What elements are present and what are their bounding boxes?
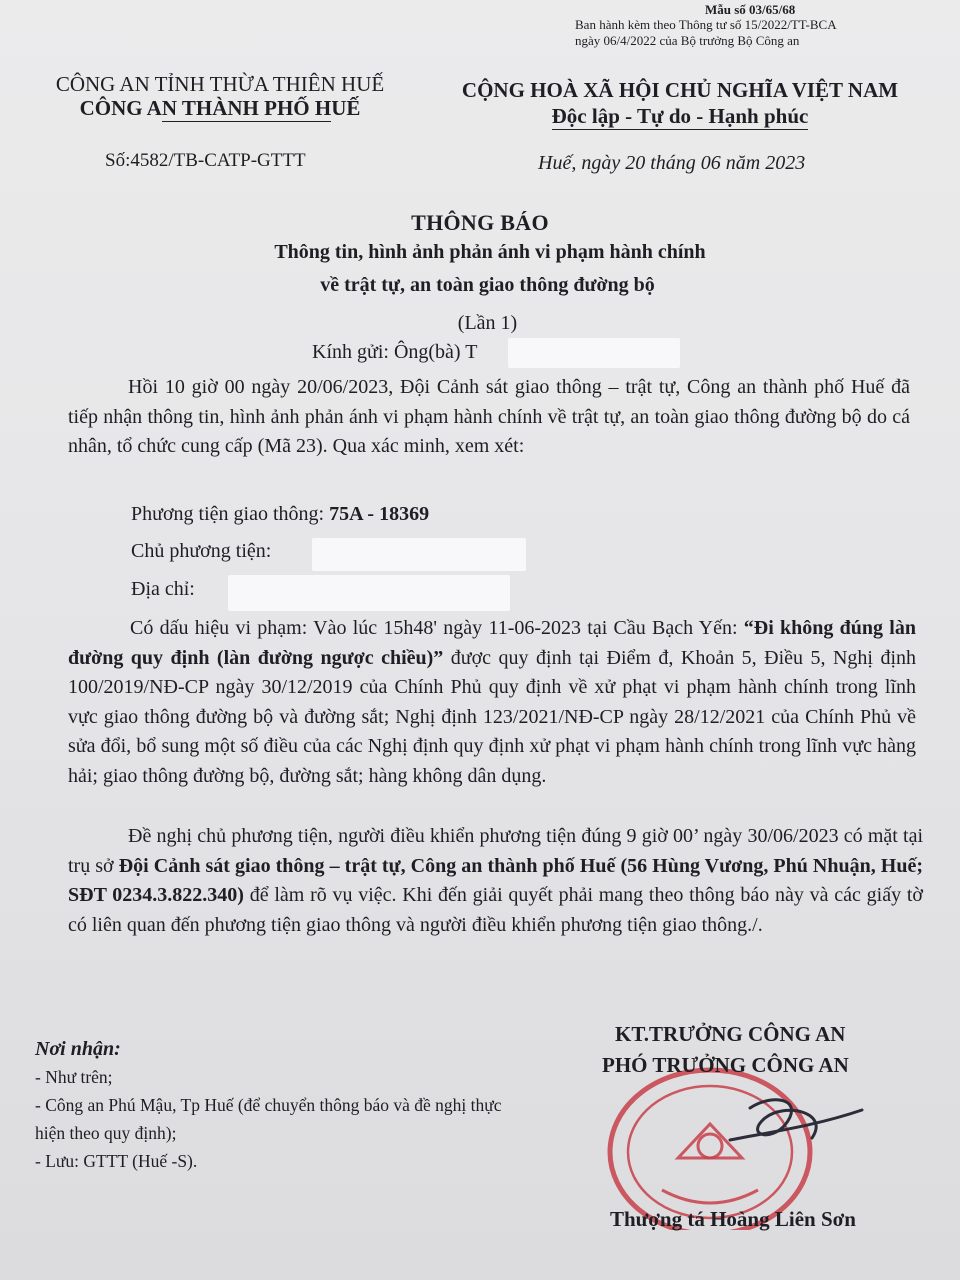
address-row [131, 578, 195, 601]
paragraph-request [68, 822, 923, 940]
vehicle-label: Phương tiện giao thông: [131, 503, 330, 525]
agency-header [20, 72, 420, 120]
issued-line-2: ngày 06/4/2022 của Bộ trưởng Bộ Công an [575, 33, 800, 48]
agency-name [20, 96, 420, 120]
owner-label: Chủ phương tiện: [131, 540, 272, 562]
vehicle-row [131, 503, 429, 526]
agency-name-part-3: UẾ [331, 96, 361, 120]
signer-name: Thượng tá Hoàng Liên Sơn [610, 1207, 856, 1231]
recipients-block [35, 1035, 535, 1175]
signature-title-2: PHÓ TRƯỞNG CÔNG AN [602, 1053, 849, 1077]
recipient-item-2: - Công an Phú Mậu, Tp Huế (để chuyển thông báo và đề nghị thực hiện theo quy định); [35, 1095, 502, 1143]
owner-row [131, 540, 271, 563]
address-label: Địa chỉ: [131, 578, 195, 600]
request-intro: Đề nghị chủ phương tiện, người điều khiển phương tiện đúng 9 giờ 00’ ngày 30/06/2023 có mặt tại trụ sở [68, 825, 923, 877]
paragraph-intro: Hồi 10 giờ 00 ngày 20/06/2023, Đội Cảnh sát giao thông – trật tự, Công an thành phố Huế đã tiếp nhận thông tin, hình ảnh phản ánh vi phạm hành chính về trật tự, an toàn giao thông đường bộ do cá nhân, tổ chức cung cấp (Mã 23). Qua xác minh, xem xét: [68, 376, 910, 457]
redaction-owner [312, 538, 526, 571]
signature-title-1: KT.TRƯỞNG CÔNG AN [615, 1022, 846, 1046]
document-title: THÔNG BÁO [411, 210, 549, 235]
violation-description: “Đi không đúng làn đường quy định (làn đường ngược chiều)” [68, 617, 916, 669]
agency-parent: CÔNG AN TỈNH THỪA THIÊN HUẾ [55, 72, 385, 96]
notice-round: (Lần 1) [457, 312, 518, 334]
recipient-item-3: - Lưu: GTTT (Huế -S). [35, 1151, 198, 1171]
issued-note [575, 17, 955, 49]
agency-name-part-1: CÔNG A [79, 96, 162, 120]
document-number: Số:4582/TB-CATP-GTTT [105, 150, 306, 171]
nation-motto [430, 102, 930, 130]
nation-name: CỘNG HOÀ XÃ HỘI CHỦ NGHĨA VIỆT NAM [461, 78, 899, 102]
redaction-address [228, 575, 510, 611]
addressee: Kính gửi: Ông(bà) T [312, 341, 478, 363]
agency-name-underlined: N THÀNH PHỐ H [161, 96, 332, 120]
place-date: Huế, ngày 20 tháng 06 năm 2023 [538, 152, 806, 174]
redaction-addressee [508, 338, 680, 368]
issued-line-1: Ban hành kèm theo Thông tư số 15/2022/TT-BCA [575, 17, 837, 32]
paragraph-violation [68, 614, 916, 791]
request-office: Đội Cảnh sát giao thông – trật tự, Công an thành phố Huế (56 Hùng Vương, Phú Nhuận, Huế; SĐT 0234.3.822.340) [68, 854, 923, 906]
recipient-item-1: - Như trên; [35, 1067, 113, 1087]
request-end: để làm rõ vụ việc. Khi đến giải quyết phải mang theo thông báo này và các giấy tờ có liên quan đến phương tiện giao thông và người điều khiển phương tiện giao thông./. [68, 884, 923, 936]
nation-header [430, 78, 930, 130]
recipients-title: Nơi nhận: [35, 1038, 121, 1060]
violation-intro: Có dấu hiệu vi phạm: Vào lúc 15h48' ngày 11-06-2023 tại Cầu Bạch Yến: [130, 617, 744, 639]
vehicle-plate: 75A - 18369 [329, 503, 430, 525]
form-number: Mẫu số 03/65/68 [705, 2, 796, 17]
motto-text: Độc lập - Tự do - Hạnh phúc [551, 104, 809, 128]
violation-legal-basis: được quy định tại Điểm đ, Khoản 5, Điều 5, Nghị định 100/2019/NĐ-CP ngày 30/12/2019 của Chính Phủ quy định về xử phạt vi phạm hành chính trong lĩnh vực giao thông đường bộ và đường sắt; Nghị định 123/2021/NĐ-CP ngày 28/12/2021 của Chính Phủ về sửa đổi, bổ sung một số điều của các Nghị định quy định xử phạt vi phạm hành chính trong lĩnh vực hàng hải; giao thông đường bộ, đường sắt; hàng không dân dụng. [68, 646, 917, 787]
title-subline-1: Thông tin, hình ảnh phản ánh vi phạm hành chính [274, 241, 706, 263]
title-subline-2: về trật tự, an toàn giao thông đường bộ [320, 274, 655, 296]
